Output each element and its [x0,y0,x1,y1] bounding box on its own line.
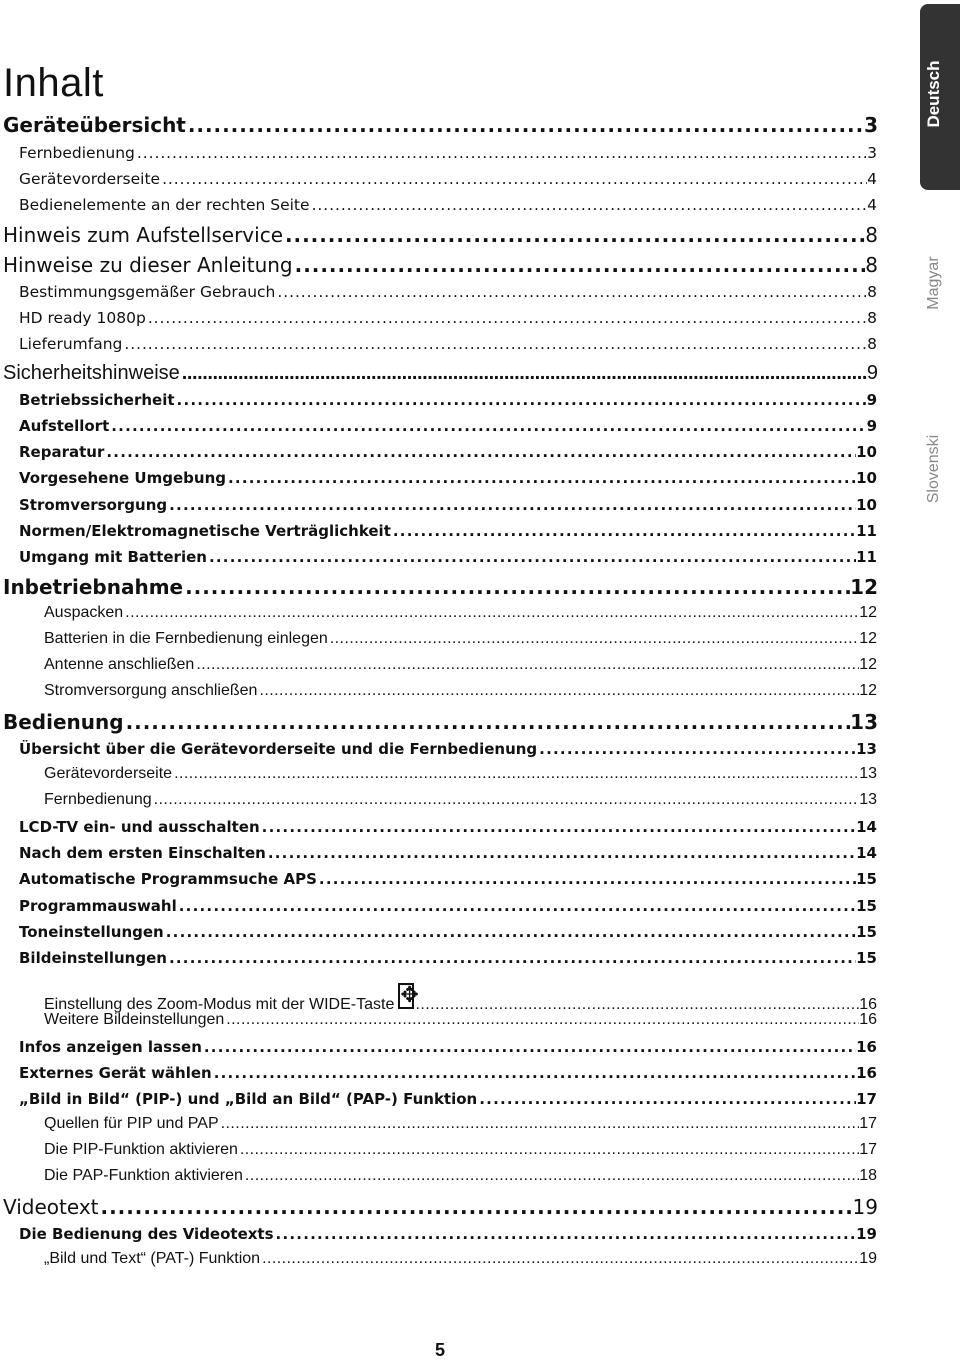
toc-page-number: 19 [859,1250,877,1267]
toc-leader [172,765,859,783]
toc-entry-label: Betriebssicherheit [19,391,175,409]
toc-entry-label: Hinweise zu dieser Anleitung [3,253,293,277]
toc-page-number: 8 [867,283,877,301]
toc-entry-label: Externes Gerät wählen [19,1064,212,1082]
toc-page-number: 19 [856,1225,877,1243]
toc-page-number: 19 [852,1195,878,1219]
toc-entry-label: Bildeinstellungen [19,949,167,967]
toc-page-number: 16 [856,1064,877,1082]
language-tab-magyar[interactable]: Magyar [925,256,942,310]
toc-page-number: 17 [859,1115,877,1132]
toc-page-number: 11 [856,522,877,540]
toc-entry[interactable] [19,391,877,409]
toc-leader [186,113,864,137]
language-tab-slovenski[interactable]: Slovenski [925,434,942,504]
toc-entry[interactable] [44,791,877,809]
toc-page-number: 17 [856,1090,877,1108]
toc-entry[interactable] [19,283,877,301]
toc-page-number: 3 [867,144,877,162]
toc-entry-label: Reparatur [19,443,105,461]
toc-leader [238,1141,859,1159]
page-title: Inhalt [3,61,104,105]
toc-leader [167,496,856,514]
toc-entry-label: Einstellung des Zoom-Modus mit der WIDE-Taste [44,996,395,1013]
toc-leader [202,1038,856,1056]
toc-page-number: 8 [865,253,878,277]
toc-entry-label: Fernbedienung [19,144,135,162]
toc-page-number: 12 [859,656,877,673]
toc-entry[interactable] [19,923,877,941]
toc-entry-label: Automatische Programmsuche APS [19,870,317,888]
toc-leader [207,548,856,566]
toc-entry[interactable] [44,656,877,674]
toc-page-number: 13 [859,791,877,808]
toc-page-number: 16 [859,996,877,1013]
toc-entry[interactable] [19,309,877,327]
toc-page-number: 14 [856,844,877,862]
toc-page-number: 11 [856,548,877,566]
toc-leader [104,443,856,461]
toc-entry[interactable] [3,1195,878,1219]
toc-page-number: 9 [866,362,878,384]
toc-entry-label: Normen/Elektromagnetische Verträglichkeit [19,522,391,540]
toc-entry-label: Bedienung [3,710,124,734]
toc-page-number: 3 [864,113,878,137]
toc-entry[interactable] [3,223,878,247]
toc-page-number: 4 [867,170,877,188]
toc-leader [260,818,856,836]
toc-entry[interactable] [19,870,877,888]
toc-leader [391,522,856,540]
toc-page-number: 16 [859,1011,877,1028]
toc-leader [477,1090,856,1108]
toc-entry-label: „Bild in Bild“ (PIP-) und „Bild an Bild“ (PAP-) Funktion [19,1090,478,1108]
toc-entry[interactable] [19,1064,877,1082]
toc-leader [283,223,865,247]
toc-entry[interactable] [19,335,877,353]
toc-entry[interactable] [19,844,877,862]
toc-entry[interactable] [19,1038,877,1056]
toc-entry[interactable] [19,144,877,162]
toc-page-number: 15 [856,870,877,888]
toc-entry-label: Die PIP-Funktion aktivieren [44,1141,238,1158]
toc-leader [260,1250,859,1268]
toc-page-number: 8 [867,335,877,353]
toc-page-number: 13 [856,740,877,758]
toc-entry-label: Bedienelemente an der rechten Seite [19,196,310,214]
language-tab-deutsch[interactable]: Deutsch [924,60,943,128]
toc-entry-label: Videotext [3,1195,99,1219]
toc-entry[interactable] [19,170,877,188]
toc-entry-label: Batterien in die Fernbedienung einlegen [44,630,328,647]
toc-page-number: 16 [856,1038,877,1056]
toc-entry-label: Hinweis zum Aufstellservice [3,223,283,247]
toc-leader [266,844,856,862]
toc-entry[interactable] [19,496,877,514]
toc-entry-label: Gerätevorderseite [19,170,161,188]
toc-page-number: 15 [856,949,877,967]
toc-leader [317,870,856,888]
toc-entry-label: Stromversorgung anschließen [44,682,258,699]
toc-page-number: 10 [856,496,877,514]
toc-entry-label: Die PAP-Funktion aktivieren [44,1167,243,1184]
toc-page-number: 9 [866,417,877,435]
toc-entry-label: Antenne anschließen [44,656,195,673]
toc-page-number: 8 [865,223,878,247]
toc-entry[interactable] [19,548,877,566]
toc-leader [160,170,867,188]
toc-entry[interactable] [44,765,877,783]
toc-page-number: 13 [850,710,878,734]
toc-entry-label: Gerätevorderseite [44,765,173,782]
toc-entry-label: HD ready 1080p [19,309,146,327]
toc-page-number: 12 [859,682,877,699]
toc-entry[interactable] [44,630,877,648]
toc-leader [219,1115,860,1133]
toc-entry[interactable] [19,522,877,540]
toc-entry[interactable] [3,113,878,137]
toc-leader [152,791,860,809]
wide-key-icon: ✥ [400,983,419,1007]
toc-entry[interactable] [19,196,877,214]
toc-page-number: 15 [856,923,877,941]
toc-entry-label: Vorgesehene Umgebung [19,469,226,487]
toc-entry-label: Auspacken [44,604,124,621]
toc-leader [167,949,856,967]
toc-entry[interactable] [3,362,878,385]
toc-entry-label: Geräteübersicht [3,113,186,137]
toc-entry[interactable] [44,1011,877,1029]
toc-leader [109,417,866,435]
toc-entry[interactable] [44,1250,877,1268]
toc-leader [328,630,859,648]
toc-entry[interactable] [44,1115,877,1133]
toc-entry[interactable] [19,818,877,836]
toc-leader [122,335,867,353]
toc-entry[interactable] [19,443,877,461]
toc-page-number: 12 [850,575,878,599]
toc-leader [99,1195,853,1219]
toc-entry-label: Aufstellort [19,417,110,435]
toc-leader [274,1225,857,1243]
toc-page-number: 15 [856,897,877,915]
toc-entry-label: Nach dem ersten Einschalten [19,844,266,862]
toc-entry-label: Quellen für PIP und PAP [44,1115,219,1132]
toc-entry[interactable] [19,469,877,487]
toc-entry-label: Umgang mit Batterien [19,548,207,566]
toc-leader [183,575,850,599]
toc-page-number: 9 [866,391,877,409]
toc-leader [257,682,859,700]
toc-leader [293,253,866,277]
toc-leader [164,923,856,941]
toc-page-number: 18 [859,1167,877,1184]
toc-entry-label: Übersicht über die Gerätevorderseite und die Fernbedienung [19,740,538,758]
toc-leader [180,362,867,385]
toc-entry-label: Weitere Bildeinstellungen [44,1011,225,1028]
toc-page-number: 8 [867,309,877,327]
toc-entry-label: Lieferumfang [19,335,123,353]
toc-page-number: 12 [859,630,877,647]
toc-page-number: 4 [867,196,877,214]
toc-entry[interactable] [19,1225,877,1243]
toc-entry[interactable] [3,710,878,734]
toc-leader [194,656,859,674]
toc-entry[interactable] [3,253,878,277]
page-number: 5 [434,1340,445,1360]
toc-entry[interactable] [19,1090,877,1108]
toc-page-number: 17 [859,1141,877,1158]
toc-leader [177,897,856,915]
toc-entry-label: Stromversorgung [19,496,168,514]
toc-entry-label: Infos anzeigen lassen [19,1038,202,1056]
toc-leader [537,740,856,758]
toc-leader [226,469,856,487]
toc-page-number: 14 [856,818,877,836]
toc-entry[interactable] [19,897,877,915]
toc-entry[interactable] [19,417,877,435]
toc-entry-label: Bestimmungsgemäßer Gebrauch [19,283,276,301]
toc-page-number: 10 [856,469,877,487]
toc-entry[interactable] [44,1167,877,1185]
toc-leader [175,391,867,409]
toc-entry-label: Inbetriebnahme [3,575,184,599]
toc-page-number: 13 [859,765,877,782]
toc-leader [123,604,859,622]
toc-entry[interactable] [44,983,877,1014]
toc-entry[interactable] [44,1141,877,1159]
toc-page-number: 10 [856,443,877,461]
toc-entry-label: Programmauswahl [19,897,177,915]
toc-page-number: 12 [859,604,877,621]
toc-leader [146,309,867,327]
toc-entry[interactable] [3,575,878,599]
toc-leader [243,1167,859,1185]
toc-leader [224,1011,859,1029]
toc-entry[interactable] [44,604,877,622]
toc-leader [212,1064,856,1082]
toc-leader [310,196,868,214]
toc-entry[interactable] [44,682,877,700]
toc-entry-label: „Bild und Text“ (PAT-) Funktion [44,1250,261,1267]
toc-entry-label: Fernbedienung [44,791,152,808]
toc-entry[interactable] [19,949,877,967]
toc-leader [124,710,851,734]
toc-entry-label: Toneinstellungen [19,923,164,941]
toc-entry-label: Die Bedienung des Videotexts [19,1225,274,1243]
toc-entry-label: Sicherheitshinweise [3,362,180,384]
toc-leader [135,144,867,162]
toc-entry[interactable] [19,740,877,758]
toc-entry-label: LCD-TV ein- und ausschalten [19,818,260,836]
toc-leader [275,283,867,301]
